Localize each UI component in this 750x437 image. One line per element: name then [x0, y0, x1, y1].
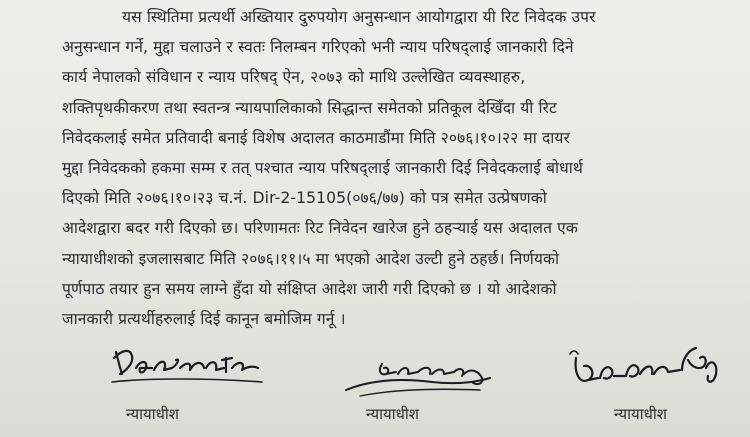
- body-line: अनुसन्धान गर्ने, मुद्दा चलाउने र स्वतः निलम्बन गरिएको भनी न्याय परिषद्लाई जानकारी दिने: [62, 38, 574, 57]
- handwritten-signature-left: [108, 338, 268, 396]
- body-line: यस स्थितिमा प्रत्यर्थी अख्तियार दुरुपयोग अनुसन्धान आयोगद्वारा यी रिट निवेदक उपर: [122, 8, 596, 26]
- signature-label-left: न्यायाधीश: [126, 405, 179, 423]
- body-line: न्यायाधीशको इजलासबाट मिति २०७६।११।५ मा भएको आदेश उल्टी हुने ठहर्छ। निर्णयको: [62, 249, 560, 268]
- signature-label-right: न्यायाधीश: [614, 405, 667, 423]
- handwritten-signature-right: [568, 340, 728, 400]
- body-line: निवेदकलाई समेत प्रतिवादी बनाई विशेष अदालत काठमाडौंमा मिति २०७६।१०।२२ मा दायर: [62, 128, 570, 147]
- signature-right: [568, 340, 728, 400]
- handwritten-signature-middle: [340, 356, 500, 402]
- signature-label-middle: न्यायाधीश: [366, 405, 419, 423]
- signature-middle: [340, 356, 500, 402]
- body-line: कार्य नेपालको संविधान र न्याय परिषद् ऐन, २०७३ को माथि उल्लेखित व्यवस्थाहरु,: [62, 68, 526, 87]
- order-body-text: [62, 2, 722, 334]
- body-line: दिएको मिति २०७६।१०।२३ च.नं. Dir-2-15105(०७६/७७) को पत्र समेत उत्प्रेषणको: [62, 189, 547, 208]
- signature-left: [108, 338, 268, 396]
- body-line: आदेशद्वारा बदर गरी दिएको छ। परिणामतः रिट निवेदन खारेज हुने ठहर्‍याई यस अदालत एक: [62, 219, 578, 238]
- body-line: जानकारी प्रत्यर्थीहरुलाई दिई कानून बमोजिम गर्नू ।: [62, 309, 346, 328]
- body-line: पूर्णपाठ तयार हुन समय लाग्ने हुँदा यो संक्षिप्त आदेश जारी गरी दिएको छ । यो आदेशको: [62, 279, 557, 298]
- body-line: मुद्दा निवेदकको हकमा सम्म र तत् पश्चात न्याय परिषद्लाई जानकारी दिई निवेदकलाई बोधार्थ: [62, 158, 583, 177]
- body-line: शक्तिपृथकीकरण तथा स्वतन्त्र न्यायपालिकाको सिद्धान्त समेतको प्रतिकूल देखिँदा यी रिट: [62, 98, 557, 117]
